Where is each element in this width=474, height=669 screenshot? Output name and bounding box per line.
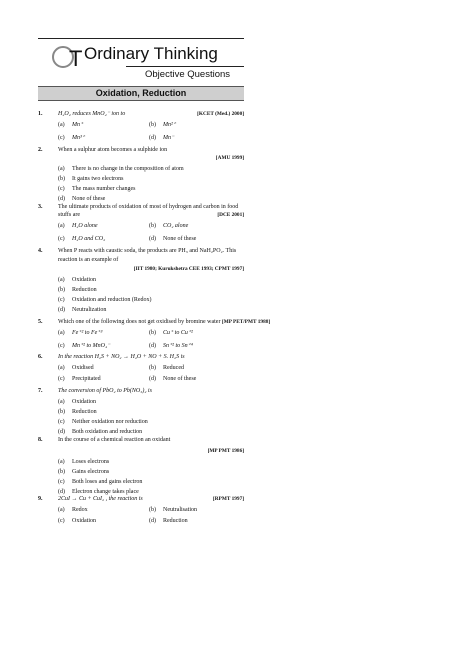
option-a[interactable]: (a) Mn⁺	[58, 122, 84, 128]
question-4	[38, 247, 244, 314]
section-heading-bar	[38, 86, 244, 101]
question-text: The conversion of PbO₂ to Pb(NO₃)₂ is	[58, 388, 152, 394]
option-d[interactable]: (d) Both oxidation and reduction	[58, 429, 143, 435]
option-b[interactable]: (b) Cu⁺ to Cu⁺²	[149, 330, 193, 336]
option-d[interactable]: (d) None of these	[149, 236, 197, 242]
option-d[interactable]: (d) None of these	[58, 196, 106, 202]
question-number: 7.	[38, 388, 43, 394]
question-5	[38, 318, 271, 350]
question-number: 9.	[38, 496, 43, 502]
option-a[interactable]: (a) Oxidised	[58, 365, 94, 371]
question-7	[38, 387, 244, 436]
options	[58, 165, 244, 203]
question-source: [IIT 1980; Kurukshetra CEE 1993; CPMT 1997]	[133, 266, 244, 272]
option-c[interactable]: (c) Oxidation and reduction (Redox)	[58, 297, 152, 303]
question-3	[38, 203, 244, 243]
option-a[interactable]: (a) Loses electrons	[58, 459, 110, 465]
chapter-title: Ordinary Thinking	[84, 44, 218, 63]
option-a[interactable]: (a) Oxidation	[58, 399, 96, 405]
option-b[interactable]: (b) It gains two electrons	[58, 176, 124, 182]
option-a[interactable]: (a) Oxidation	[58, 277, 96, 283]
question-9	[38, 495, 244, 525]
logo-letter: T	[69, 46, 83, 71]
question-source: [DCE 2001]	[217, 212, 244, 218]
question-text: When P reacts with caustic soda, the products are PH₃ and NaH₂PO₂. This reaction is an example of	[58, 248, 237, 263]
question-text: H₂O₂ reduces MnO₄⁻ ion to	[58, 111, 126, 117]
options	[58, 276, 244, 314]
option-c[interactable]: (c) Neither oxidation nor reduction	[58, 419, 148, 425]
option-b[interactable]: (b) Reduction	[58, 287, 97, 293]
question-2	[38, 146, 244, 203]
option-d[interactable]: (d) Electron change takes place	[58, 489, 139, 495]
option-b[interactable]: (b) Reduction	[58, 409, 97, 415]
question-text: When a sulphur atom becomes a sulphide ion	[58, 147, 168, 153]
options	[58, 121, 244, 142]
header-rule-mid	[126, 66, 244, 67]
option-b[interactable]: (b) Gains electrons	[58, 469, 110, 475]
option-c[interactable]: (c) Mn⁺² to MnO₄⁻	[58, 343, 111, 349]
option-a[interactable]: (a) Fe⁺² to Fe⁺³	[58, 330, 103, 336]
option-c[interactable]: (c) Both loses and gains electron	[58, 479, 143, 485]
option-c[interactable]: (c) Mn³⁺	[58, 135, 85, 141]
question-number: 6.	[38, 354, 43, 360]
option-d[interactable]: (d) Mn⁻	[149, 135, 175, 141]
options	[58, 398, 244, 436]
option-d[interactable]: (d) Neutralization	[58, 307, 107, 313]
options	[58, 458, 244, 496]
question-number: 4.	[38, 248, 43, 254]
option-d[interactable]: (d) Sn⁺² to Sn⁺⁴	[149, 343, 193, 349]
option-b[interactable]: (b) Mn²⁺	[149, 122, 176, 128]
question-text: In the reaction H₂S + NO₂ → H₂O + NO + S. H₂S is	[58, 354, 185, 360]
question-text: 2CuI → Cu + CuI₂ , the reaction is	[58, 496, 143, 502]
question-source: [RPMT 1997]	[213, 496, 244, 502]
option-c[interactable]: (c) H₂O and CO₂	[58, 236, 106, 242]
option-d[interactable]: (d) None of these	[149, 376, 197, 382]
question-text: In the course of a chemical reaction an oxidant	[58, 437, 171, 443]
question-source: [AMU 1999]	[215, 155, 244, 161]
option-c[interactable]: (c) Precipitated	[58, 376, 101, 382]
options	[58, 506, 244, 525]
question-source: [KCET (Med.) 2000]	[197, 111, 244, 117]
question-number: 3.	[38, 204, 43, 210]
option-a[interactable]: (a) Redox	[58, 507, 88, 513]
question-8	[38, 436, 244, 496]
option-b[interactable]: (b) Neutralisation	[149, 507, 197, 513]
question-number: 5.	[38, 319, 43, 325]
option-b[interactable]: (b) CO₂ alone	[149, 223, 189, 229]
question-source: [MP PMT 1986]	[207, 448, 244, 454]
option-c[interactable]: (c) The mass number changes	[58, 186, 136, 192]
question-number: 8.	[38, 437, 43, 443]
option-b[interactable]: (b) Reduced	[149, 365, 184, 371]
options	[58, 364, 244, 383]
question-1	[38, 110, 244, 142]
question-number: 1.	[38, 111, 43, 117]
question-6	[38, 353, 244, 383]
option-a[interactable]: (a) There is no change in the composition of atom	[58, 166, 184, 172]
question-text: Which one of the following does not get oxidised by bromine water	[58, 319, 221, 325]
options	[58, 222, 244, 243]
question-source: [MP PET/PMT 1988]	[221, 319, 271, 325]
question-text: The ultimate products of oxidation of most of hydrogen and carbon in food stuffs are	[58, 204, 239, 218]
option-a[interactable]: (a) H₂O alone	[58, 223, 98, 229]
option-d[interactable]: (d) Reduction	[149, 518, 188, 524]
section-title: Oxidation, Reduction	[95, 88, 187, 98]
question-number: 2.	[38, 147, 43, 153]
header-rule-top	[38, 38, 244, 39]
chapter-subtitle: Objective Questions	[145, 69, 231, 80]
option-c[interactable]: (c) Oxidation	[58, 518, 96, 524]
options	[58, 329, 244, 350]
